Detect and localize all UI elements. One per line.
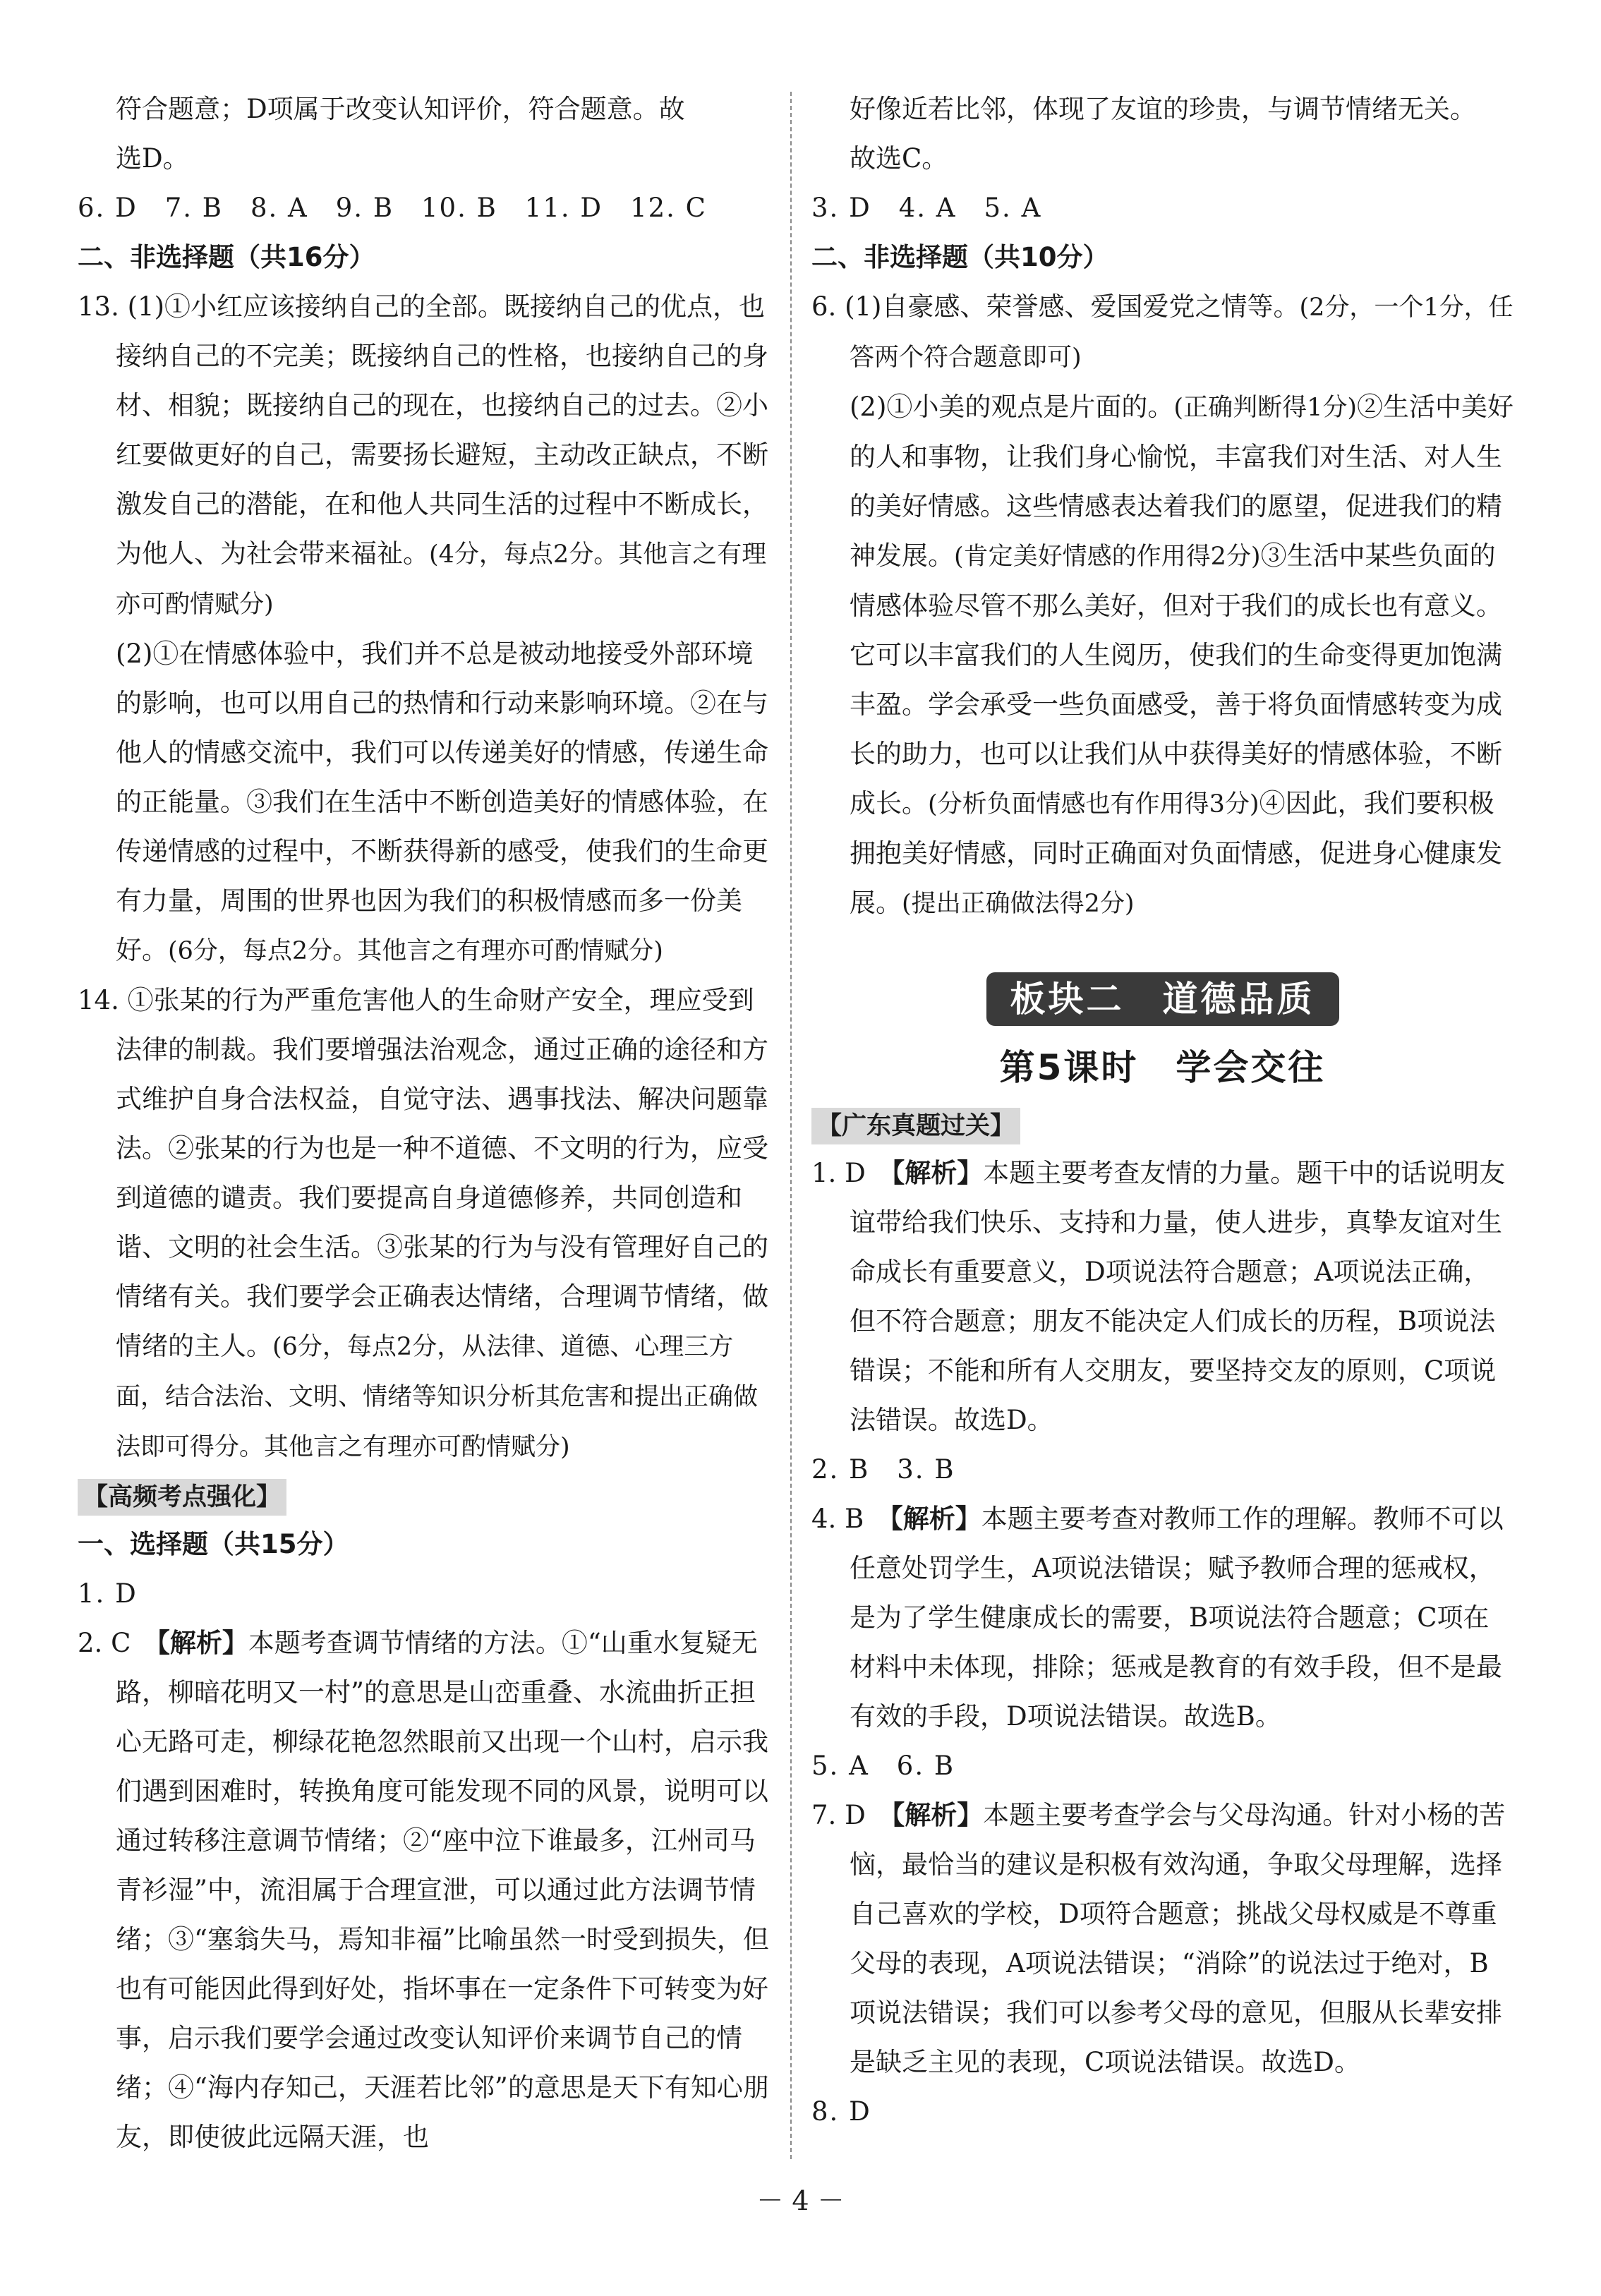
answer-1-explanation: 1. D 【解析】本题主要考查友情的力量。题干中的话说明友谊带给我们快乐、支持和力量，使人进步，真挚友谊对生命成长有重要意义，D项说法符合题意；A项说法正确，但不符合题意；朋友不能决定人们成长的历程，B项说法错误；不能和所有人交朋友，要坚持交友的原则，C项说法错误。故选D。 <box>811 1158 1506 1435</box>
answer-4-explanation: 4. B 【解析】本题主要考查对教师工作的理解。教师不可以任意处罚学生，A项说法错误；赋予教师合理的惩戒权，是为了学生健康成长的需要，B项说法符合题意；C项在材料中未体现，排除；惩戒是教育的有效手段，但不是最有效的手段，D项说法错误。故选B。 <box>811 1504 1504 1732</box>
scoring-note: (6分，每点2分，从法律、道德、心理三方面，结合法治、文明、情绪等知识分析其危害和提出正确做法即可得分。其他言之有理亦可酌情赋分) <box>116 1333 759 1461</box>
answer-row: 3. D 4. A 5. A <box>811 193 1042 223</box>
scoring-note: (4分，每点2分。其他言之有理亦可酌情赋分) <box>116 540 767 619</box>
analysis-label: 【解析】 <box>157 1628 248 1658</box>
scoring-note: (分析负面情感也有作用得3分) <box>928 790 1259 818</box>
section-heading: 一、选择题（共15分） <box>78 1529 349 1559</box>
text-line: 选D。 <box>116 143 189 174</box>
answer-7-explanation: 7. D 【解析】本题主要考查学会与父母沟通。针对小杨的苦恼，最恰当的建议是积极有效沟通，争取父母理解，选择自己喜欢的学校，D项符合题意；挑战父母权威是不尊重父母的表现，A项说法错误；“消除”的说法过于绝对，B项说法错误；我们可以参考父母的意见，但服从长辈安排是缺乏主见的表现，C项说法错误。故选D。 <box>811 1800 1506 2077</box>
answer-row: 5. A 6. B <box>811 1751 955 1781</box>
scoring-note: (正确判断得1分) <box>1173 394 1358 422</box>
section-heading: 二、非选择题（共16分） <box>78 242 375 272</box>
left-column <box>78 85 769 2162</box>
section-tag-high-frequency: 【高频考点强化】 <box>78 1479 286 1516</box>
scoring-note: (肯定美好情感的作用得2分) <box>954 543 1261 571</box>
question-14: 14. ①张某的行为严重危害他人的生命财产安全，理应受到法律的制裁。我们要增强法治观念，通过正确的途径和方式维护自身合法权益，自觉守法、遇事找法、解决问题靠法。②张某的行为也是一种不道德、不文明的行为，应受到道德的谴责。我们要提高自身道德修养，共同创造和谐、文明的社会生活。③张某的行为与没有管理好自己的情绪有关。我们要学会正确表达情绪，合理调节情绪，做情绪的主人。(6分，每点2分，从法律、道德、心理三方面，结合法治、文明、情绪等知识分析其危害和提出正确做法即可得分。其他言之有理亦可酌情赋分) <box>78 985 768 1461</box>
text-line: 故选C。 <box>850 143 948 174</box>
analysis-label: 【解析】 <box>890 1504 981 1534</box>
analysis-label: 【解析】 <box>891 1158 984 1188</box>
scoring-note: (2分，一个1分，任答两个符合题意即可) <box>850 294 1514 372</box>
question-13-part-1: 13. (1)①小红应该接纳自己的全部。既接纳自己的优点，也接纳自己的不完美；既接纳自己的性格，也接纳自己的身材、相貌；既接纳自己的现在，也接纳自己的过去。②小红要做更好的自己，需要扬长避短，主动改正缺点，不断激发自己的潜能，在和他人共同生活的过程中不断成长，为他人、为社会带来福祉。(4分，每点2分。其他言之有理亦可酌情赋分) <box>78 291 768 619</box>
analysis-label: 【解析】 <box>891 1800 984 1830</box>
question-13-part-2: (2)①在情感体验中，我们并不总是被动地接受外部环境的影响，也可以用自己的热情和行动来影响环境。②在与他人的情感交流中，我们可以传递美好的情感，传递生命的正能量。③我们在生活中不断创造美好的情感体验，在传递情感的过程中，不断获得新的感受，使我们的生命更有力量，周围的世界也因为我们的积极情感而多一份美好。(6分，每点2分。其他言之有理亦可酌情赋分) <box>116 639 768 965</box>
text-line: 符合题意；D项属于改变认知评价，符合题意。故 <box>116 94 685 124</box>
answer-row: 2. B 3. B <box>811 1454 955 1485</box>
question-6-part-2: (2)①小美的观点是片面的。(正确判断得1分)②生活中美好的人和事物，让我们身心愉悦，丰富我们对生活、对人生的美好情感。这些情感表达着我们的愿望，促进我们的精神发展。(肯定美好情感的作用得2分)③生活中某些负面的情感体验尽管不那么美好，但对于我们的成长也有意义。它可以丰富我们的人生阅历，使我们的生命变得更加饱满丰盈。学会承受一些负面感受，善于将负面情感转变为成长的助力，也可以让我们从中获得美好的情感体验，不断成长。(分析负面情感也有作用得3分)④因此，我们要积极拥抱美好情感，同时正确面对负面情感，促进身心健康发展。(提出正确做法得2分) <box>850 392 1514 918</box>
section-heading: 二、非选择题（共10分） <box>811 242 1109 272</box>
page-number: － 4 － <box>756 2185 845 2216</box>
text-line: 好像近若比邻，体现了友谊的珍贵，与调节情绪无关。 <box>850 94 1476 124</box>
scoring-note: (6分，每点2分。其他言之有理亦可酌情赋分) <box>168 937 663 965</box>
lesson-title: 第5课时 学会交往 <box>999 1047 1326 1088</box>
module-banner-wrap <box>811 972 1514 1026</box>
answer-row: 6. D 7. B 8. A 9. B 10. B 11. D 12. C <box>78 193 707 223</box>
question-6-part-1: 6. (1)自豪感、荣誉感、爱国爱党之情等。(2分，一个1分，任答两个符合题意即可) <box>811 291 1514 372</box>
section-tag-guangdong: 【广东真题过关】 <box>811 1108 1020 1144</box>
module-banner: 板块二 道德品质 <box>986 972 1339 1026</box>
scoring-note: (提出正确做法得2分) <box>902 890 1135 918</box>
column-divider <box>790 92 792 2159</box>
answer-2-explanation: 2. C 【解析】本题考查调节情绪的方法。①“山重水复疑无路，柳暗花明又一村”的意思是山峦重叠、水流曲折正担心无路可走，柳绿花艳忽然眼前又出现一个山村，启示我们遇到困难时，转换角度可能发现不同的风景，说明可以通过转移注意调节情绪；②“座中泣下谁最多，江州司马青衫湿”中，流泪属于合理宣泄，可以通过此方法调节情绪；③“塞翁失马，焉知非福”比喻虽然一时受到损失，但也有可能因此得到好处，指坏事在一定条件下可转变为好事，启示我们要学会通过改变认知评价来调节自己的情绪；④“海内存知己，天涯若比邻”的意思是天下有知心朋友，即使彼此远隔天涯，也 <box>78 1628 769 2152</box>
answer-row: 1. D <box>78 1578 138 1609</box>
answer-row: 8. D <box>811 2096 871 2127</box>
right-column <box>811 85 1514 2137</box>
